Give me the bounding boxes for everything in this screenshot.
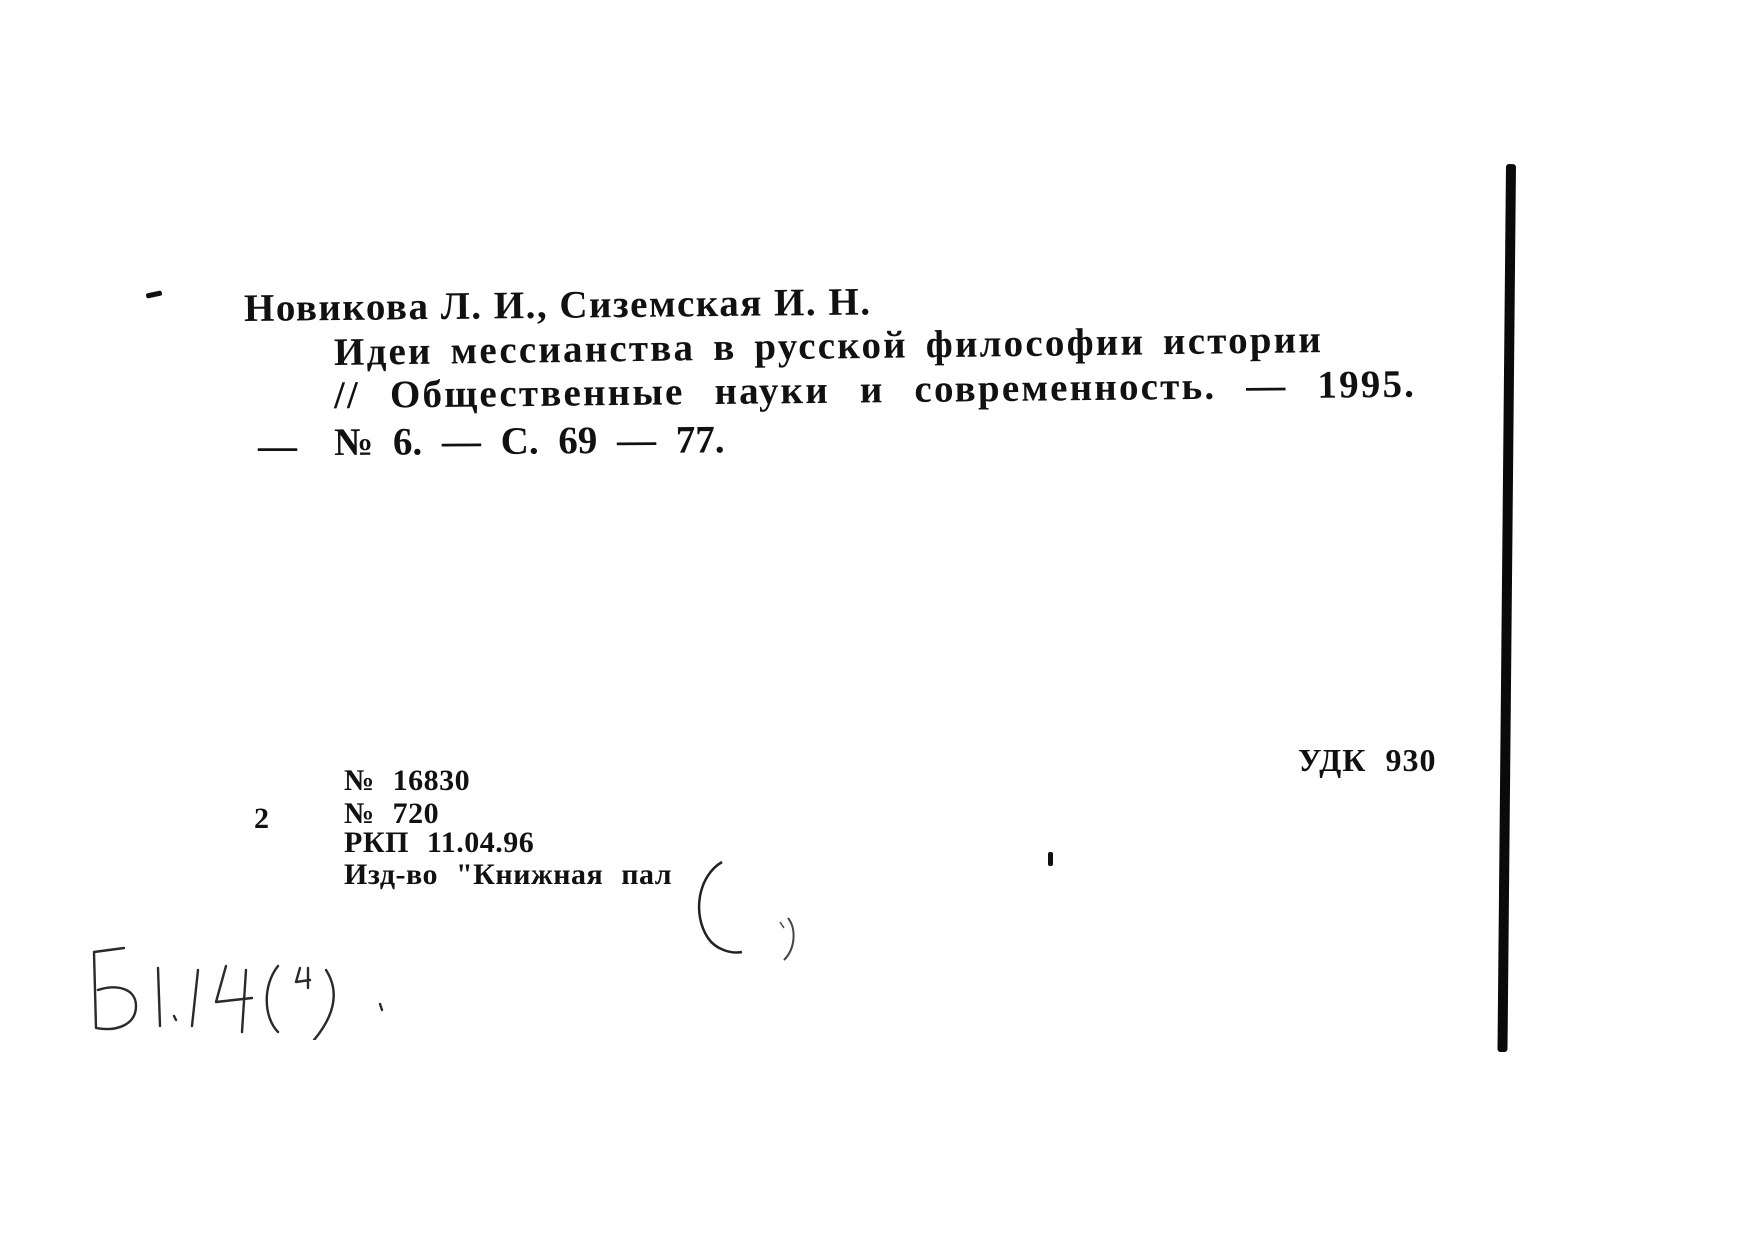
ink-speck bbox=[1048, 852, 1053, 866]
journal-citation: // Общественные науки и современность. — 1995. bbox=[333, 362, 1417, 417]
rkp-date: РКП 11.04.96 bbox=[344, 826, 535, 859]
registration-number-1: № 16830 bbox=[344, 764, 471, 797]
issue-pages: № 6. — С. 69 — 77. bbox=[333, 418, 725, 464]
udk-code: УДК 930 bbox=[1298, 742, 1437, 778]
leading-dash: — bbox=[258, 425, 297, 468]
ink-speck bbox=[146, 290, 163, 298]
card-edge-rule bbox=[1497, 164, 1516, 1052]
authors: Новикова Л. И., Сиземская И. Н. bbox=[243, 280, 872, 330]
publisher-imprint: Изд-во "Книжная пал bbox=[344, 858, 673, 891]
registration-number-2: № 720 bbox=[344, 797, 440, 830]
copy-number: 2 bbox=[254, 802, 269, 835]
pencil-mark bbox=[680, 858, 820, 978]
article-title: Идеи мессианства в русской философии истории bbox=[333, 318, 1324, 374]
handwritten-shelf-code bbox=[88, 940, 448, 1040]
